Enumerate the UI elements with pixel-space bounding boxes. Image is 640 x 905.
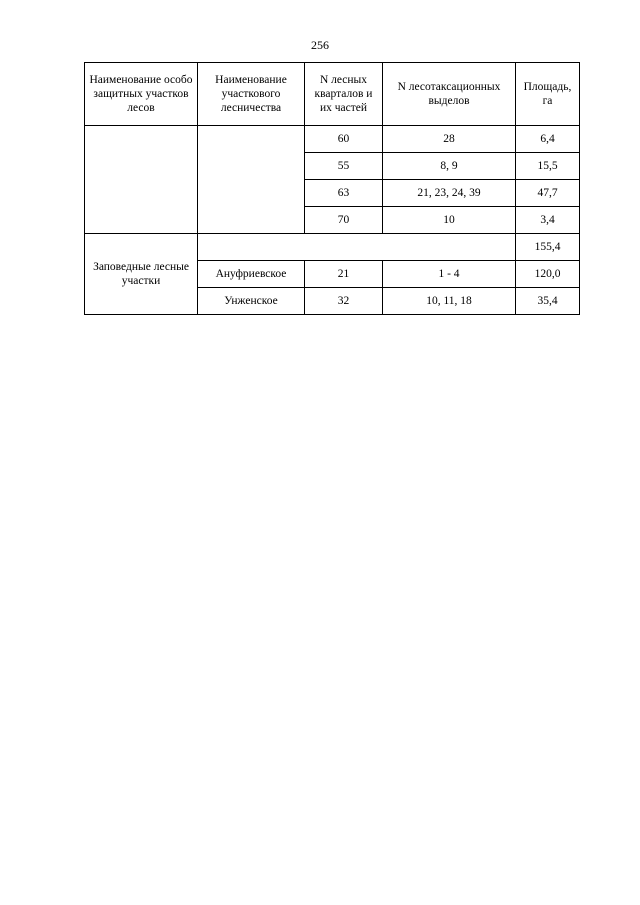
area-cell: 35,4: [516, 288, 580, 315]
quarter-cell: 21: [305, 261, 383, 288]
protected-forest-table: [84, 62, 580, 315]
area-cell: 15,5: [516, 153, 580, 180]
page-number: 256: [311, 38, 329, 52]
total-area-cell: 155,4: [516, 234, 580, 261]
header-cell-area-name: Наименование особо защитных участков лесов: [85, 63, 198, 126]
table-row: [85, 126, 580, 153]
quarter-cell: 60: [305, 126, 383, 153]
plots-cell: 8, 9: [383, 153, 516, 180]
header-cell-forestry: Наименование участкового лесничества: [198, 63, 305, 126]
header-cell-area: Площадь, га: [516, 63, 580, 126]
empty-total-cell: [198, 234, 516, 261]
quarter-cell: 70: [305, 207, 383, 234]
area-cell: 120,0: [516, 261, 580, 288]
table-row: [85, 234, 580, 261]
area-cell: 47,7: [516, 180, 580, 207]
reserve-name-cell: Заповедные лесные участки: [85, 234, 198, 315]
quarter-cell: 32: [305, 288, 383, 315]
header-cell-plots: N лесотаксационных выделов: [383, 63, 516, 126]
forestry-cell: Унженское: [198, 288, 305, 315]
plots-cell: 21, 23, 24, 39: [383, 180, 516, 207]
quarter-cell: 63: [305, 180, 383, 207]
empty-forestry-cell: [198, 126, 305, 234]
empty-area-name-cell: [85, 126, 198, 234]
plots-cell: 10, 11, 18: [383, 288, 516, 315]
plots-cell: 10: [383, 207, 516, 234]
quarter-cell: 55: [305, 153, 383, 180]
forestry-cell: Ануфриевское: [198, 261, 305, 288]
header-cell-quarters: N лесных кварталов и их частей: [305, 63, 383, 126]
plots-cell: 1 - 4: [383, 261, 516, 288]
area-cell: 3,4: [516, 207, 580, 234]
table-header-row: [85, 63, 580, 126]
area-cell: 6,4: [516, 126, 580, 153]
plots-cell: 28: [383, 126, 516, 153]
